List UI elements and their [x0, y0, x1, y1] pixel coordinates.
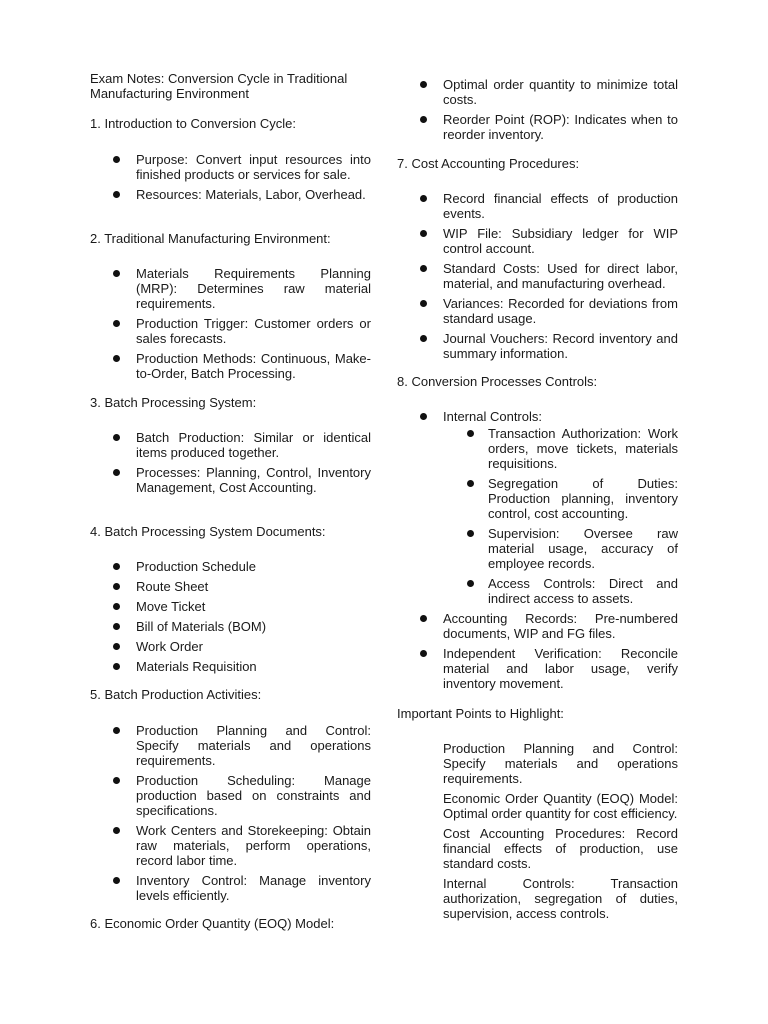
list-item: Materials Requisition: [136, 659, 371, 674]
section-3-heading: 3. Batch Processing System:: [90, 395, 257, 410]
list-item: Production Schedule: [136, 559, 371, 574]
list-item: Record financial effects of production events.: [443, 191, 678, 221]
list-item: Production Planning and Control: Specify materials and operations requirements.: [136, 723, 371, 768]
section-3-list: [136, 430, 371, 500]
list-item: Economic Order Quantity (EOQ) Model: Optimal order quantity for cost efficiency.: [443, 791, 678, 821]
section-2-list: [136, 266, 371, 386]
list-item: Production Methods: Continuous, Make-to-Order, Batch Processing.: [136, 351, 371, 381]
section-8-heading: 8. Conversion Processes Controls:: [397, 374, 598, 389]
list-item: Processes: Planning, Control, Inventory Management, Cost Accounting.: [136, 465, 371, 495]
list-item: Bill of Materials (BOM): [136, 619, 371, 634]
list-item: Resources: Materials, Labor, Overhead.: [136, 187, 371, 202]
list-item: Segregation of Duties: Production planning, inventory control, cost accounting.: [488, 476, 678, 521]
list-item: Production Trigger: Customer orders or sales forecasts.: [136, 316, 371, 346]
list-item: [443, 409, 678, 606]
list-item: WIP File: Subsidiary ledger for WIP control account.: [443, 226, 678, 256]
list-item: Access Controls: Direct and indirect access to assets.: [488, 576, 678, 606]
list-item: Internal Controls: Transaction authorization, segregation of duties, supervision, access controls.: [443, 876, 678, 921]
list-item: Route Sheet: [136, 579, 371, 594]
list-item: Production Planning and Control: Specify materials and operations requirements.: [443, 741, 678, 786]
page-title: Exam Notes: Conversion Cycle in Traditional Manufacturing Environment: [90, 71, 348, 101]
section-7-heading: 7. Cost Accounting Procedures:: [397, 156, 580, 171]
section-5-list: [136, 723, 371, 908]
list-item: Inventory Control: Manage inventory levels efficiently.: [136, 873, 371, 903]
list-item: Variances: Recorded for deviations from standard usage.: [443, 296, 678, 326]
list-item: Transaction Authorization: Work orders, move tickets, materials requisitions.: [488, 426, 678, 471]
section-4-heading: 4. Batch Processing System Documents:: [90, 524, 326, 539]
list-item: Cost Accounting Procedures: Record financial effects of production, use standard costs.: [443, 826, 678, 871]
section-6-heading: 6. Economic Order Quantity (EOQ) Model:: [90, 916, 335, 931]
highlights-heading: Important Points to Highlight:: [397, 706, 564, 721]
list-item: Work Order: [136, 639, 371, 654]
section-2-heading: 2. Traditional Manufacturing Environment:: [90, 231, 331, 246]
section-1-heading: 1. Introduction to Conversion Cycle:: [90, 116, 296, 131]
list-item: Reorder Point (ROP): Indicates when to reorder inventory.: [443, 112, 678, 142]
list-item: Supervision: Oversee raw material usage, accuracy of employee records.: [488, 526, 678, 571]
section-7-list: [443, 191, 678, 366]
list-item: Optimal order quantity to minimize total costs.: [443, 77, 678, 107]
highlights-list: [443, 741, 678, 926]
list-item: Independent Verification: Reconcile material and labor usage, verify inventory movement.: [443, 646, 678, 691]
list-item: Accounting Records: Pre-numbered documents, WIP and FG files.: [443, 611, 678, 641]
list-item: Standard Costs: Used for direct labor, material, and manufacturing overhead.: [443, 261, 678, 291]
list-item: Batch Production: Similar or identical items produced together.: [136, 430, 371, 460]
section-6-list: [443, 77, 678, 147]
list-item: Work Centers and Storekeeping: Obtain raw materials, perform operations, record labor time.: [136, 823, 371, 868]
internal-controls-sublist: [488, 426, 678, 606]
list-item: Materials Requirements Planning (MRP): Determines raw material requirements.: [136, 266, 371, 311]
section-4-list: [136, 559, 371, 679]
list-item: Production Scheduling: Manage production based on constraints and specifications.: [136, 773, 371, 818]
section-5-heading: 5. Batch Production Activities:: [90, 687, 262, 702]
list-item: Journal Vouchers: Record inventory and summary information.: [443, 331, 678, 361]
list-item: Move Ticket: [136, 599, 371, 614]
section-1-list: [136, 152, 371, 207]
section-8-list: [443, 409, 678, 696]
list-item: Purpose: Convert input resources into finished products or services for sale.: [136, 152, 371, 182]
internal-controls-label: Internal Controls:: [443, 409, 542, 424]
